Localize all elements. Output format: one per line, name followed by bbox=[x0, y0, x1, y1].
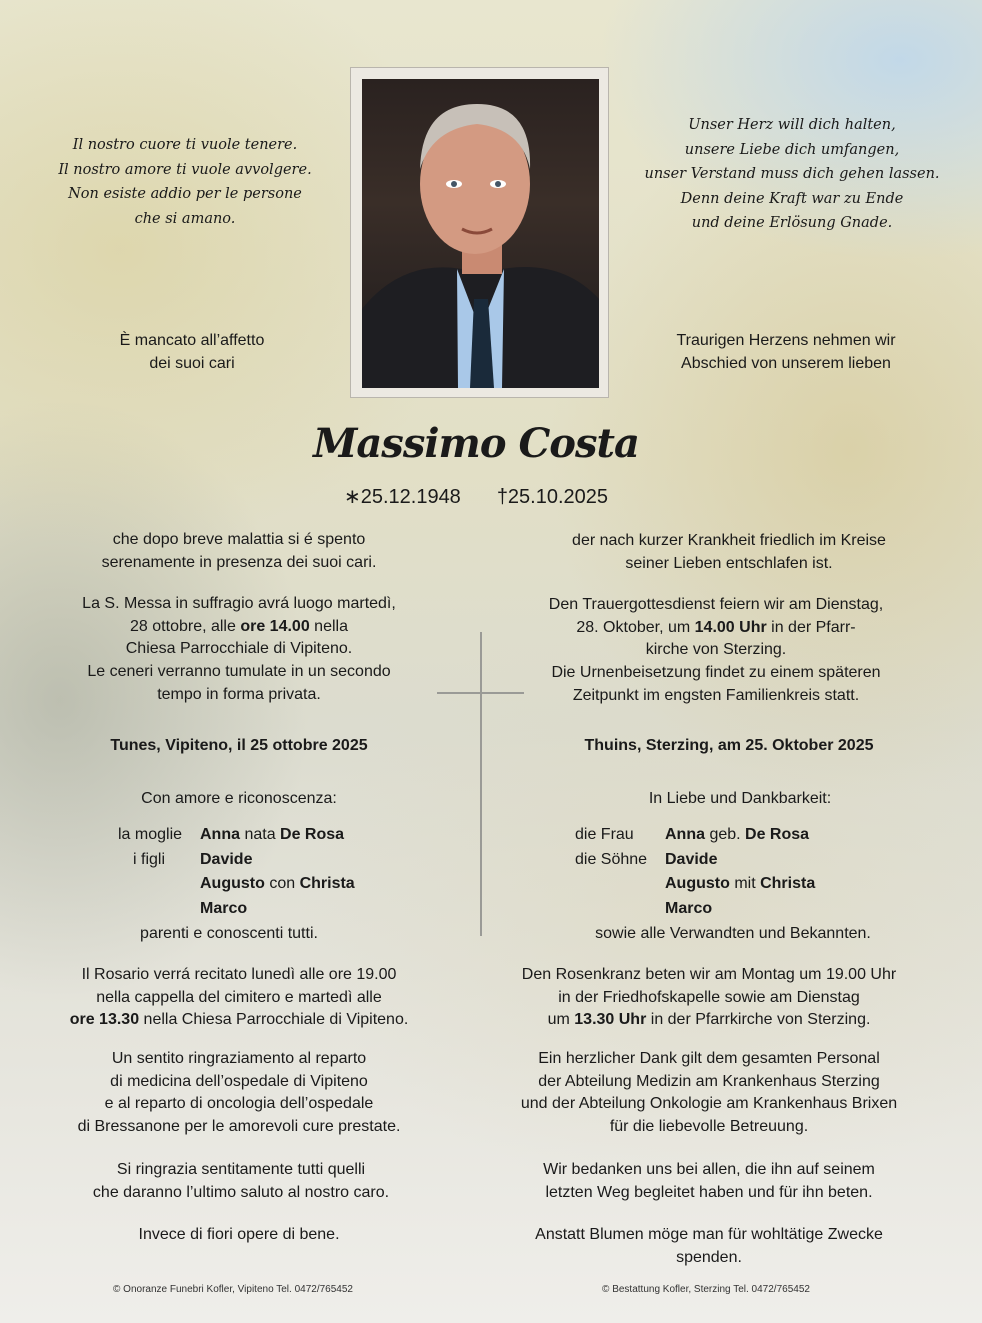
text-line bbox=[82, 638, 396, 661]
de-paragraph-3 bbox=[522, 964, 896, 1032]
text-segment: der Abteilung Medizin am Krankenhaus Sterzing bbox=[538, 1072, 880, 1090]
text-line bbox=[82, 661, 396, 684]
text-line bbox=[110, 735, 367, 758]
de-paragraph-6 bbox=[535, 1224, 883, 1269]
text-line bbox=[535, 1224, 883, 1247]
de-paragraph-5 bbox=[543, 1159, 875, 1204]
text-line: Abschied von unserem lieben bbox=[681, 354, 891, 372]
text-line bbox=[521, 1071, 897, 1094]
bold-text: ore 13.30 bbox=[69, 1011, 140, 1029]
text-line bbox=[102, 529, 377, 552]
it-paragraph-4 bbox=[78, 1048, 401, 1139]
text-line bbox=[543, 1159, 875, 1182]
text-line bbox=[102, 552, 377, 575]
text-line bbox=[522, 1009, 896, 1032]
text-segment: spenden. bbox=[676, 1248, 742, 1266]
text-segment: Con amore e riconoscenza: bbox=[141, 790, 337, 807]
text-line bbox=[535, 1247, 883, 1270]
text-segment: geb. bbox=[705, 826, 746, 843]
it-paragraph-2 bbox=[82, 593, 396, 707]
de-thanks-heading bbox=[649, 788, 831, 811]
text-line bbox=[549, 617, 883, 640]
text-segment: parenti e conoscenti tutti. bbox=[140, 925, 318, 942]
de-paragraph-1 bbox=[572, 530, 886, 575]
text-line bbox=[585, 735, 874, 758]
text-segment: kirche von Sterzing. bbox=[645, 641, 787, 659]
text-line: Traurigen Herzens nehmen wir bbox=[676, 332, 896, 349]
bold-text: Davide bbox=[200, 850, 253, 868]
text-line: che si amano. bbox=[134, 210, 236, 227]
text-segment: In Liebe und Dankbarkeit: bbox=[648, 790, 832, 807]
family-row bbox=[118, 897, 378, 922]
it-paragraph-5 bbox=[93, 1159, 389, 1204]
text-line bbox=[522, 987, 896, 1010]
text-segment: di medicina dell’ospedale di Vipiteno bbox=[110, 1072, 368, 1090]
it-thanks-heading bbox=[141, 788, 337, 811]
text-line: Il nostro cuore ti vuole tenere. bbox=[72, 137, 298, 153]
bold-text: Tunes, Vipiteno, il 25 ottobre 2025 bbox=[110, 737, 368, 754]
bold-text: Christa bbox=[760, 875, 816, 892]
it-relatives bbox=[140, 923, 318, 946]
intro-italian bbox=[120, 330, 265, 375]
text-line bbox=[572, 530, 886, 553]
family-member-name bbox=[200, 897, 247, 922]
family-member-name bbox=[200, 872, 355, 897]
text-segment: di Bressanone per le amorevoli cure prestate. bbox=[77, 1118, 401, 1136]
text-line bbox=[521, 1048, 897, 1071]
de-paragraph-4 bbox=[521, 1048, 897, 1139]
life-dates bbox=[326, 484, 626, 509]
text-line bbox=[138, 1224, 339, 1247]
text-segment: Invece di fiori opere di bene. bbox=[138, 1226, 340, 1243]
text-segment: nella cappella del cimitero e martedì alle bbox=[96, 988, 382, 1006]
quote-german bbox=[644, 113, 939, 236]
bold-text: Marco bbox=[665, 899, 713, 917]
text-line bbox=[649, 788, 831, 811]
family-row bbox=[575, 872, 835, 897]
text-line: È mancato all’affetto bbox=[119, 332, 265, 349]
text-line bbox=[549, 594, 883, 617]
bold-text: 13.30 Uhr bbox=[574, 1011, 647, 1029]
text-segment: um bbox=[547, 1011, 575, 1029]
de-family-list bbox=[575, 823, 835, 921]
bold-text: Augusto bbox=[665, 875, 730, 892]
de-relatives bbox=[595, 923, 871, 946]
text-line bbox=[141, 788, 337, 811]
text-segment: con bbox=[264, 875, 300, 892]
text-line bbox=[595, 923, 871, 946]
family-member-name bbox=[665, 848, 717, 873]
de-paragraph-2 bbox=[549, 594, 883, 708]
text-line bbox=[572, 553, 886, 576]
text-line: dei suoi cari bbox=[149, 354, 235, 372]
it-paragraph-6 bbox=[138, 1224, 339, 1247]
relation-label: die Frau bbox=[575, 826, 634, 843]
text-line bbox=[70, 964, 409, 987]
text-line bbox=[521, 1116, 897, 1139]
text-segment: und der Abteilung Onkologie am Krankenhaus Brixen bbox=[520, 1095, 898, 1113]
text-line bbox=[549, 662, 883, 685]
de-place-date bbox=[585, 735, 874, 758]
text-segment: La S. Messa in suffragio avrá luogo martedì, bbox=[82, 595, 396, 612]
text-line: Unser Herz will dich halten, bbox=[688, 117, 896, 133]
text-segment: serenamente in presenza dei suoi cari. bbox=[101, 553, 377, 571]
bold-text: Anna bbox=[200, 826, 240, 843]
text-segment: seiner Lieben entschlafen ist. bbox=[625, 554, 833, 572]
text-segment: 28 ottobre, alle bbox=[130, 617, 241, 635]
text-line: Il nostro amore ti vuole avvolgere. bbox=[58, 161, 312, 178]
text-line bbox=[78, 1116, 401, 1139]
text-line bbox=[78, 1048, 401, 1071]
text-segment: in der Friedhofskapelle sowie am Dienstag bbox=[558, 988, 860, 1006]
family-member-name bbox=[665, 897, 712, 922]
text-segment: e al reparto di oncologia dell’ospedale bbox=[104, 1095, 374, 1113]
relation-label: die Söhne bbox=[575, 850, 648, 868]
text-segment: tempo in forma privata. bbox=[157, 685, 321, 703]
family-row bbox=[118, 848, 378, 873]
portrait-frame bbox=[350, 67, 609, 398]
text-segment: Le ceneri verranno tumulate in un secondo bbox=[87, 663, 391, 681]
text-segment: Den Rosenkranz beten wir am Montag um 19.00 Uhr bbox=[521, 966, 897, 983]
text-segment: letzten Weg begleitet haben und für ihn beten. bbox=[545, 1183, 873, 1201]
bold-text: Thuins, Sterzing, am 25. Oktober 2025 bbox=[584, 737, 874, 754]
text-line: unsere Liebe dich umfangen, bbox=[684, 141, 900, 158]
bold-text: Anna bbox=[665, 826, 705, 843]
text-segment: sowie alle Verwandten und Bekannten. bbox=[595, 925, 871, 942]
bold-text: ore 14.00 bbox=[240, 617, 310, 635]
family-member-name bbox=[200, 848, 252, 873]
text-segment: Den Trauergottesdienst feiern wir am Dienstag, bbox=[548, 596, 884, 613]
text-segment: Zeitpunkt im engsten Familienkreis statt. bbox=[572, 686, 860, 704]
text-segment: nella bbox=[309, 617, 348, 635]
text-segment: Die Urnenbeisetzung findet zu einem späteren bbox=[551, 664, 881, 682]
text-segment: che daranno l’ultimo saluto al nostro caro. bbox=[92, 1183, 390, 1201]
bold-text: Christa bbox=[299, 875, 355, 892]
text-line bbox=[93, 1159, 389, 1182]
bold-text: De Rosa bbox=[280, 826, 345, 843]
text-line bbox=[522, 964, 896, 987]
text-segment: der nach kurzer Krankheit friedlich im Kreise bbox=[572, 532, 886, 549]
text-line bbox=[82, 593, 396, 616]
family-member-name bbox=[200, 823, 344, 848]
text-line: Non esiste addio per le persone bbox=[68, 186, 302, 203]
cross-icon bbox=[480, 632, 482, 936]
text-line: unser Verstand muss dich gehen lassen. bbox=[644, 166, 940, 183]
text-line bbox=[521, 1093, 897, 1116]
it-paragraph-1 bbox=[102, 529, 377, 574]
text-line bbox=[78, 1093, 401, 1116]
text-line bbox=[549, 639, 883, 662]
family-member-name bbox=[665, 872, 815, 897]
text-line bbox=[70, 1009, 409, 1032]
text-line: und deine Erlösung Gnade. bbox=[691, 215, 893, 232]
family-row bbox=[575, 848, 835, 873]
bold-text: 14.00 Uhr bbox=[694, 618, 767, 636]
footer-german: © Bestattung Kofler, Sterzing Tel. 0472/765452 bbox=[602, 1284, 810, 1295]
text-segment: für die liebevolle Betreuung. bbox=[609, 1118, 809, 1136]
text-segment: che dopo breve malattia si é spento bbox=[112, 531, 366, 548]
cross-icon-bar bbox=[437, 692, 524, 694]
intro-german bbox=[676, 330, 895, 375]
text-segment: in der Pfarr- bbox=[766, 618, 856, 636]
text-segment: Chiesa Parrocchiale di Vipiteno. bbox=[125, 640, 353, 658]
it-paragraph-3 bbox=[70, 964, 409, 1032]
bold-text: Augusto bbox=[200, 875, 265, 892]
footer-italian: © Onoranze Funebri Kofler, Vipiteno Tel. 0472/765452 bbox=[113, 1284, 353, 1295]
relation-label: i figli bbox=[133, 850, 166, 868]
text-line bbox=[78, 1071, 401, 1094]
text-segment: in der Pfarrkirche von Sterzing. bbox=[646, 1011, 871, 1029]
family-row bbox=[118, 823, 378, 848]
family-row bbox=[575, 823, 835, 848]
text-line bbox=[82, 684, 396, 707]
text-segment: Ein herzlicher Dank gilt dem gesamten Personal bbox=[538, 1050, 880, 1067]
text-line bbox=[549, 685, 883, 708]
portrait-photo bbox=[362, 79, 599, 388]
deceased-name: Massimo Costa bbox=[313, 420, 639, 467]
text-line bbox=[93, 1182, 389, 1205]
text-segment: nella Chiesa Parrocchiale di Vipiteno. bbox=[139, 1011, 409, 1029]
bold-text: De Rosa bbox=[745, 826, 810, 843]
death-date: †25.10.2025 bbox=[496, 486, 609, 508]
text-segment: nata bbox=[240, 826, 281, 843]
text-segment: Si ringrazia sentitamente tutti quelli bbox=[116, 1161, 366, 1178]
text-segment: Il Rosario verrá recitato lunedì alle ore 19.00 bbox=[81, 966, 397, 983]
text-segment: Un sentito ringraziamento al reparto bbox=[111, 1050, 367, 1067]
it-place-date bbox=[110, 735, 367, 758]
text-segment: 28. Oktober, um bbox=[576, 618, 695, 636]
text-line bbox=[82, 616, 396, 639]
family-row bbox=[575, 897, 835, 922]
bold-text: Davide bbox=[665, 850, 718, 868]
text-line bbox=[140, 923, 318, 946]
text-line bbox=[543, 1182, 875, 1205]
relation-label: la moglie bbox=[118, 826, 183, 843]
text-segment: mit bbox=[729, 875, 761, 892]
birth-date: ∗25.12.1948 bbox=[343, 486, 461, 508]
bold-text: Marco bbox=[200, 899, 248, 917]
text-segment: Anstatt Blumen möge man für wohltätige Zwecke bbox=[535, 1226, 883, 1243]
family-row bbox=[118, 872, 378, 897]
text-line bbox=[70, 987, 409, 1010]
text-line: Denn deine Kraft war zu Ende bbox=[680, 190, 904, 207]
family-member-name bbox=[665, 823, 809, 848]
it-family-list bbox=[118, 823, 378, 921]
quote-italian bbox=[58, 133, 311, 231]
text-segment: Wir bedanken uns bei allen, die ihn auf seinem bbox=[543, 1161, 875, 1178]
